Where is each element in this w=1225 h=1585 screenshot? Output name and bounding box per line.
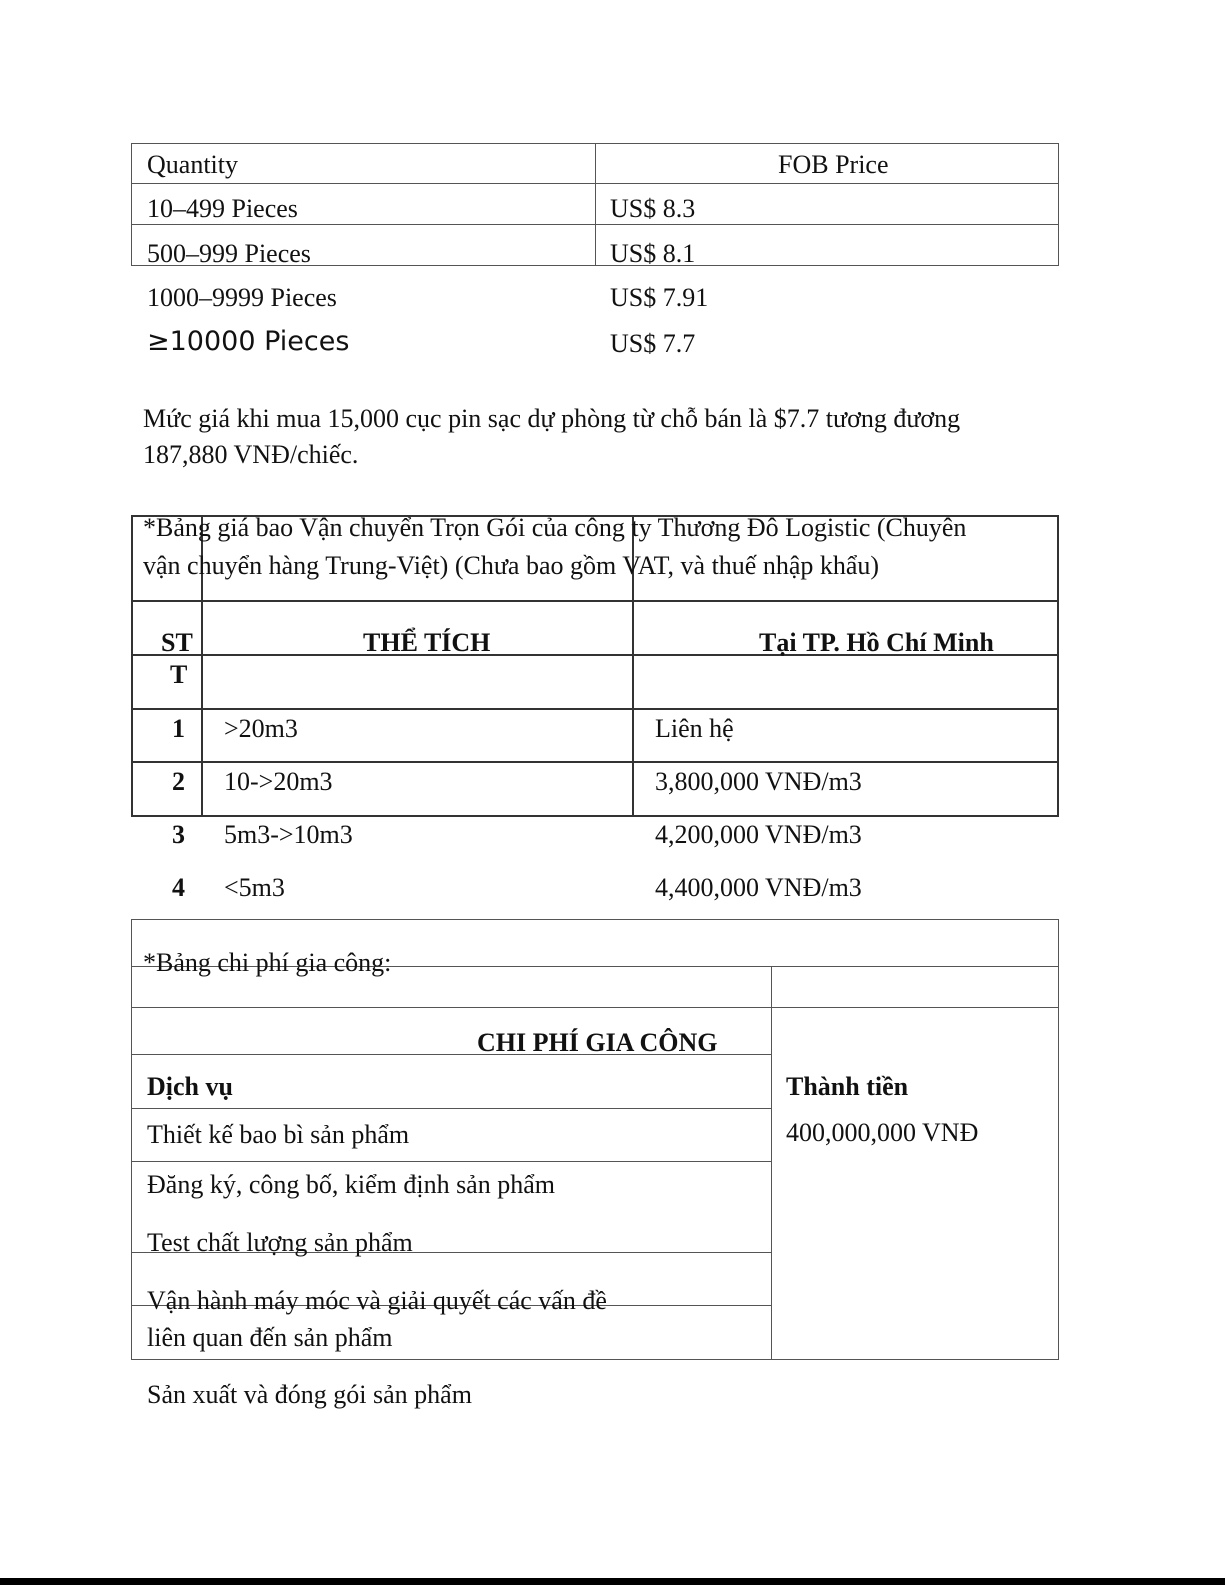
proc-border-top (131, 919, 1059, 920)
ship-header-stt: ST (161, 628, 193, 657)
fob-border-left (131, 143, 132, 266)
proc-service-4: Vận hành máy móc và giải quyết các vấn đề (147, 1286, 607, 1315)
ship-border-bottom (131, 815, 1059, 817)
ship-border-right (1057, 515, 1059, 817)
proc-service-5: Sản xuất và đóng gói sản phẩm (147, 1380, 472, 1409)
proc-border-service-1 (131, 1161, 772, 1162)
ship-row-3-volume: 5m3->10m3 (224, 820, 353, 849)
proc-service-3: Test chất lượng sản phẩm (147, 1228, 413, 1257)
fob-row-3-price: US$ 7.91 (610, 283, 709, 312)
ship-header-stt-wrap: T (170, 660, 188, 689)
fob-row-2-price: US$ 8.1 (610, 239, 696, 268)
fob-header-price: FOB Price (778, 150, 889, 179)
ship-row-1-volume: >20m3 (224, 714, 298, 743)
ship-row-2-price: 3,800,000 VNĐ/m3 (655, 767, 862, 796)
proc-border-service-header (131, 1108, 772, 1109)
fob-border-mid (595, 143, 596, 266)
proc-border-mid (771, 966, 772, 1360)
proc-border-bottom (131, 1359, 1059, 1360)
proc-amount: 400,000,000 VNĐ (786, 1118, 979, 1147)
ship-row-1-stt: 1 (172, 714, 185, 743)
proc-heading: CHI PHÍ GIA CÔNG (477, 1028, 718, 1057)
ship-row-4-volume: <5m3 (224, 873, 285, 902)
fob-border-right (1058, 143, 1059, 266)
price-note-line-2: 187,880 VNĐ/chiếc. (143, 440, 359, 469)
proc-border-header-top (131, 1007, 1059, 1008)
fob-header-quantity: Quantity (147, 150, 238, 179)
proc-border-right (1058, 919, 1059, 1360)
ship-row-2-volume: 10->20m3 (224, 767, 333, 796)
fob-row-3-quantity: 1000–9999 Pieces (147, 283, 337, 312)
page-bottom-edge (0, 1578, 1225, 1585)
ship-border-title (131, 600, 1059, 602)
ship-header-volume: THỂ TÍCH (363, 628, 491, 657)
fob-row-1-quantity: 10–499 Pieces (147, 194, 298, 223)
ship-border-sub (131, 708, 1059, 710)
ship-row-1-price: Liên hệ (655, 714, 734, 743)
proc-service-1: Thiết kế bao bì sản phẩm (147, 1120, 410, 1149)
fob-row-4-quantity: ≥10000 Pieces (147, 326, 350, 357)
ship-row-2-stt: 2 (172, 767, 185, 796)
proc-service-2: Đăng ký, công bố, kiểm định sản phẩm (147, 1170, 555, 1199)
ship-row-4-price: 4,400,000 VNĐ/m3 (655, 873, 862, 902)
fob-row-1-price: US$ 8.3 (610, 194, 696, 223)
proc-title: *Bảng chi phí gia công: (143, 948, 392, 977)
ship-header-location: Tại TP. Hồ Chí Minh (759, 628, 994, 657)
proc-border-left (131, 919, 132, 1360)
ship-row-4-stt: 4 (172, 873, 185, 902)
ship-border-left (131, 515, 133, 817)
ship-row-3-price: 4,200,000 VNĐ/m3 (655, 820, 862, 849)
ship-title-line-2: vận chuyển hàng Trung-Việt) (Chưa bao gồm VAT, và thuế nhập khẩu) (143, 551, 880, 580)
ship-row-3-stt: 3 (172, 820, 185, 849)
proc-service-4-wrap: liên quan đến sản phẩm (147, 1323, 393, 1352)
fob-row-4-price: US$ 7.7 (610, 329, 696, 358)
ship-border-row1 (131, 761, 1059, 763)
price-note-line-1: Mức giá khi mua 15,000 cục pin sạc dự phòng từ chỗ bán là $7.7 tương đương (143, 404, 961, 433)
ship-title-line-1: *Bảng giá bao Vận chuyển Trọn Gói của công ty Thương Đô Logistic (Chuyên (143, 513, 967, 542)
proc-col-amount: Thành tiền (786, 1072, 909, 1101)
fob-row-2-quantity: 500–999 Pieces (147, 239, 311, 268)
proc-col-service: Dịch vụ (147, 1072, 233, 1101)
